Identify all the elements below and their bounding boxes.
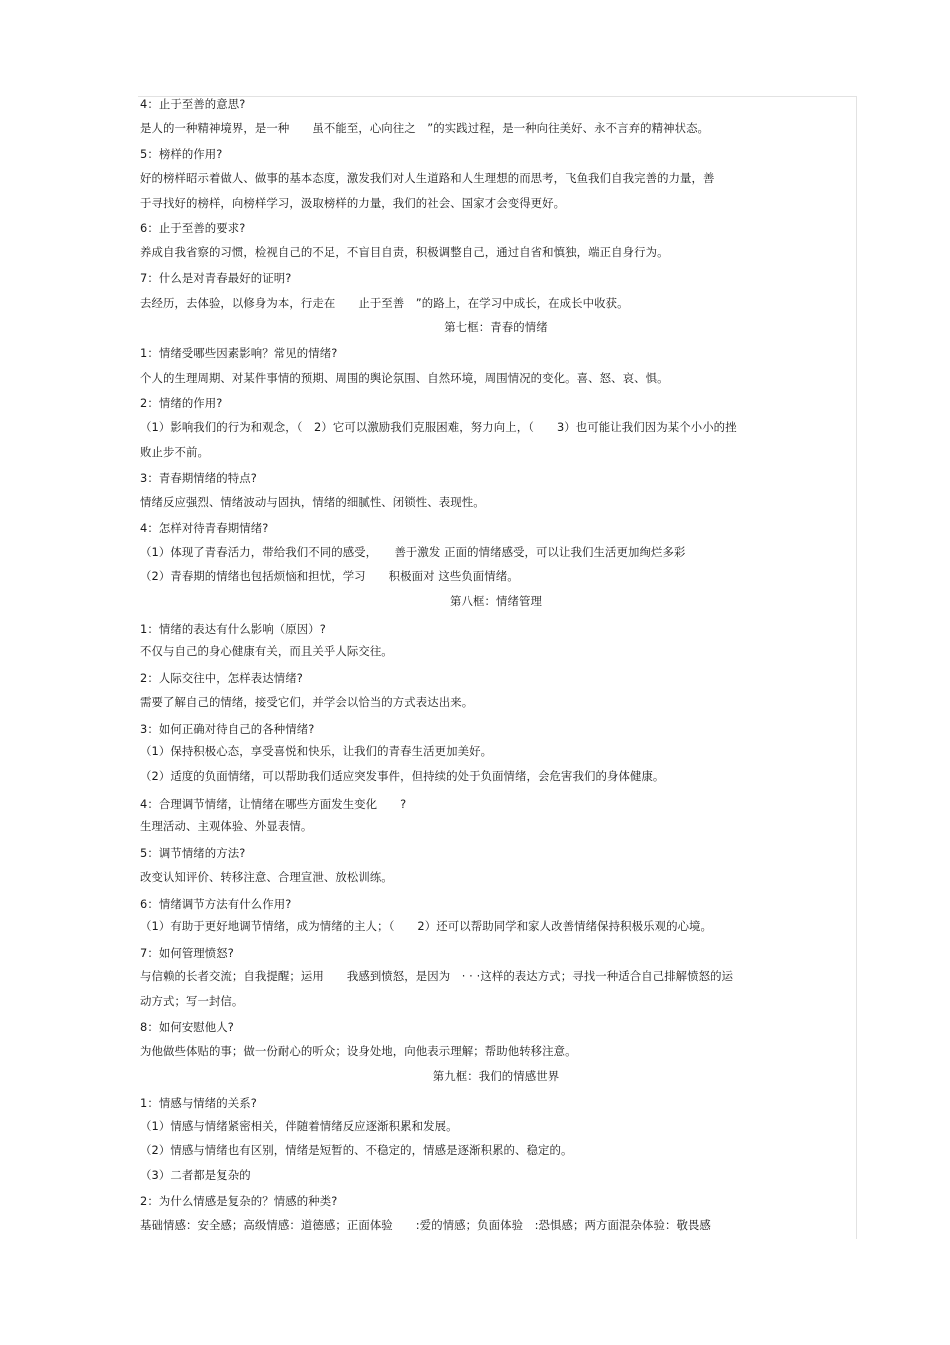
text-line: 7：什么是对青春最好的证明? — [140, 271, 292, 285]
text-line: 5：调节情绪的方法? — [140, 846, 246, 860]
text-line: 2：为什么情感是复杂的？情感的种类? — [140, 1194, 338, 1208]
text-line: 去经历，去体验，以修身为本，行走在 止于至善 ”的路上，在学习中成长，在成长中收获。 — [140, 296, 629, 310]
text-line: 情绪反应强烈、情绪波动与固执，情绪的细腻性、闭锁性、表现性。 — [140, 495, 485, 509]
section-heading: 第八框：情绪管理 — [450, 594, 542, 608]
text-line: 4：合理调节情绪，让情绪在哪些方面发生变化 ? — [140, 797, 407, 811]
text-line: 改变认知评价、转移注意、合理宣泄、放松训练。 — [140, 870, 393, 884]
section-heading: 第七框：青春的情绪 — [444, 320, 548, 334]
text-line: 1：情感与情绪的关系? — [140, 1096, 257, 1110]
text-line: 3：青春期情绪的特点? — [140, 471, 257, 485]
text-line: 2：情绪的作用? — [140, 396, 223, 410]
text-line: 生理活动、主观体验、外显表情。 — [140, 819, 313, 833]
text-line: 个人的生理周期、对某件事情的预期、周围的舆论氛围、自然环境，周围情况的变化。喜、怒、哀、惧。 — [140, 371, 669, 385]
text-line: （2）青春期的情绪也包括烦恼和担忧，学习 积极面对 这些负面情绪。 — [140, 569, 519, 583]
text-line: （3）二者都是复杂的 — [140, 1168, 251, 1182]
text-line: 6：情绪调节方法有什么作用? — [140, 897, 292, 911]
text-line: 为他做些体贴的事；做一份耐心的听众；设身处地，向他表示理解；帮助他转移注意。 — [140, 1044, 577, 1058]
text-line: 不仅与自己的身心健康有关，而且关乎人际交往。 — [140, 644, 393, 658]
text-line: 动方式；写一封信。 — [140, 994, 244, 1008]
text-line: （2）适度的负面情绪，可以帮助我们适应突发事件，但持续的处于负面情绪，会危害我们的身体健康。 — [140, 769, 665, 783]
text-line: （2）情感与情绪也有区别，情绪是短暂的、不稳定的，情感是逐渐积累的、稳定的。 — [140, 1143, 573, 1157]
text-line: 6：止于至善的要求? — [140, 221, 246, 235]
text-line: 于寻找好的榜样，向榜样学习，汲取榜样的力量，我们的社会、国家才会变得更好。 — [140, 196, 566, 210]
text-line: 1：情绪的表达有什么影响（原因）? — [140, 622, 326, 636]
text-line: 好的榜样昭示着做人、做事的基本态度，激发我们对人生道路和人生理想的而思考，飞鱼我们自我完善的力量，善 — [140, 171, 715, 185]
text-line: 2：人际交往中，怎样表达情绪? — [140, 671, 303, 685]
text-line: 1：情绪受哪些因素影响？常见的情绪? — [140, 346, 338, 360]
text-line: 5：榜样的作用? — [140, 147, 223, 161]
text-line: 8：如何安慰他人? — [140, 1020, 234, 1034]
text-line: （1）体现了青春活力，带给我们不同的感受， 善于激发 正面的情绪感受，可以让我们生活更加绚烂多彩 — [140, 545, 686, 559]
text-line: 是人的一种精神境界，是一种 虽不能至，心向往之 ”的实践过程，是一种向往美好、永不言弃的精神状态。 — [140, 121, 710, 135]
text-line: （1）保持积极心态，享受喜悦和快乐，让我们的青春生活更加美好。 — [140, 744, 493, 758]
text-line: 7：如何管理愤怒? — [140, 946, 234, 960]
text-line: （1）有助于更好地调节情绪，成为情绪的主人；（ 2）还可以帮助同学和家人改善情绪保持积极乐观的心境。 — [140, 919, 713, 933]
section-heading: 第九框：我们的情感世界 — [432, 1069, 560, 1083]
text-line: 养成自我省察的习惯，检视自己的不足，不盲目自责，积极调整自己，通过自省和慎独，端正自身行为。 — [140, 245, 669, 259]
text-line: 3：如何正确对待自己的各种情绪? — [140, 722, 315, 736]
text-line: （1）影响我们的行为和观念，（ 2）它可以激励我们克服困难，努力向上，（ 3）也可能让我们因为某个小小的挫 — [140, 420, 737, 434]
text-line: 与信赖的长者交流；自我提醒；运用 我感到愤怒，是因为 · · ·这样的表达方式；寻找一种适合自己排解愤怒的运 — [140, 969, 734, 983]
text-line: 败止步不前。 — [140, 445, 209, 459]
text-line: 4：止于至善的意思? — [140, 97, 246, 111]
text-line: 4：怎样对待青春期情绪? — [140, 521, 269, 535]
text-line: （1）情感与情绪紧密相关，伴随着情绪反应逐渐积累和发展。 — [140, 1119, 458, 1133]
text-line: 基础情感：安全感；高级情感：道德感；正面体验 :爱的情感；负面体验 :恐惧感；两方面混杂体验：敬畏感 — [140, 1218, 711, 1232]
text-line: 需要了解自己的情绪，接受它们，并学会以恰当的方式表达出来。 — [140, 695, 474, 709]
